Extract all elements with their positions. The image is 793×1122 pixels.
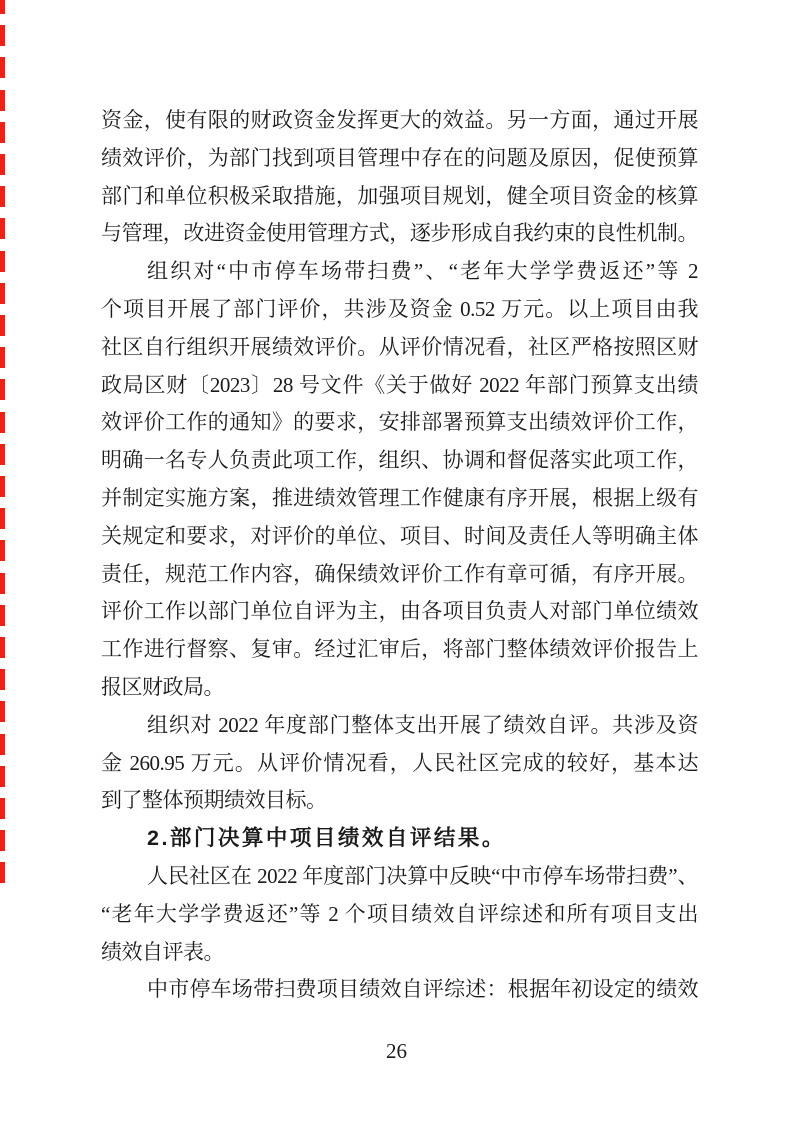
text-line: 组织对 2022 年度部门整体支出开展了绩效自评。共涉及资	[147, 712, 698, 737]
document-body	[101, 102, 698, 1009]
red-mark	[0, 315, 5, 336]
red-mark	[0, 669, 5, 690]
text-line: 关规定和要求，对评价的单位、项目、时间及责任人等明确主体	[101, 523, 698, 548]
red-mark	[0, 283, 5, 304]
red-mark	[0, 0, 5, 14]
red-mark	[0, 57, 5, 78]
text-line: 金 260.95 万元。从评价情况看，人民社区完成的较好，基本达	[101, 750, 698, 775]
text-line: 工作进行督察、复审。经过汇审后，将部门整体绩效评价报告上	[101, 637, 698, 662]
red-mark	[0, 122, 5, 143]
text-line: 中市停车场带扫费项目绩效自评综述：根据年初设定的绩效	[147, 977, 698, 1002]
text-line: 与管理，改进资金使用管理方式，逐步形成自我约束的良性机制。	[101, 221, 698, 246]
text-line: 效评价工作的通知》的要求，安排部署预算支出绩效评价工作，	[101, 410, 698, 435]
text-line: 部门和单位积极采取措施，加强项目规划，健全项目资金的核算	[101, 183, 698, 208]
red-mark	[0, 379, 5, 400]
text-line: 明确一名专人负责此项工作，组织、协调和督促落实此项工作，	[101, 448, 698, 473]
text-line: 报区财政局。	[101, 674, 224, 699]
text-line: “老年大学学费返还”等 2 个项目绩效自评综述和所有项目支出	[101, 901, 698, 926]
text-line: 个项目开展了部门评价，共涉及资金 0.52 万元。以上项目由我	[101, 296, 698, 321]
red-mark	[0, 862, 5, 883]
red-mark	[0, 218, 5, 239]
red-mark	[0, 186, 5, 207]
text-line: 并制定实施方案，推进绩效管理工作健康有序开展，根据上级有	[101, 485, 698, 510]
red-mark	[0, 476, 5, 497]
text-line: 绩效自评表。	[101, 939, 224, 964]
red-mark	[0, 734, 5, 755]
red-mark	[0, 798, 5, 819]
red-mark	[0, 508, 5, 529]
text-line: 人民社区在 2022 年度部门决算中反映“中市停车场带扫费”、	[147, 863, 698, 888]
red-mark	[0, 540, 5, 561]
red-mark	[0, 830, 5, 851]
scan-artifact-marks	[0, 0, 8, 1122]
text-line: 到了整体预期绩效目标。	[101, 788, 327, 813]
text-line: 评价工作以部门单位自评为主，由各项目负责人对部门单位绩效	[101, 599, 698, 624]
red-mark	[0, 347, 5, 368]
red-mark	[0, 605, 5, 626]
text-line: 组织对“中市停车场带扫费”、“老年大学学费返还”等 2	[147, 259, 698, 284]
red-mark	[0, 25, 5, 46]
red-mark	[0, 90, 5, 111]
page-number: 26	[386, 1039, 407, 1063]
red-mark	[0, 637, 5, 658]
text-line: 政局区财〔2023〕28 号文件《关于做好 2022 年部门预算支出绩	[101, 372, 698, 397]
red-mark	[0, 251, 5, 272]
section-heading: 2.部门决算中项目绩效自评结果。	[147, 826, 506, 851]
red-mark	[0, 154, 5, 175]
red-mark	[0, 701, 5, 722]
text-line: 社区自行组织开展绩效评价。从评价情况看，社区严格按照区财	[101, 334, 698, 359]
text-line: 绩效评价，为部门找到项目管理中存在的问题及原因，促使预算	[101, 145, 698, 170]
text-line: 责任，规范工作内容，确保绩效评价工作有章可循，有序开展。	[101, 561, 698, 586]
text-line: 资金，使有限的财政资金发挥更大的效益。另一方面，通过开展	[101, 108, 698, 132]
red-mark	[0, 766, 5, 787]
red-mark	[0, 573, 5, 594]
red-mark	[0, 412, 5, 433]
red-mark	[0, 444, 5, 465]
